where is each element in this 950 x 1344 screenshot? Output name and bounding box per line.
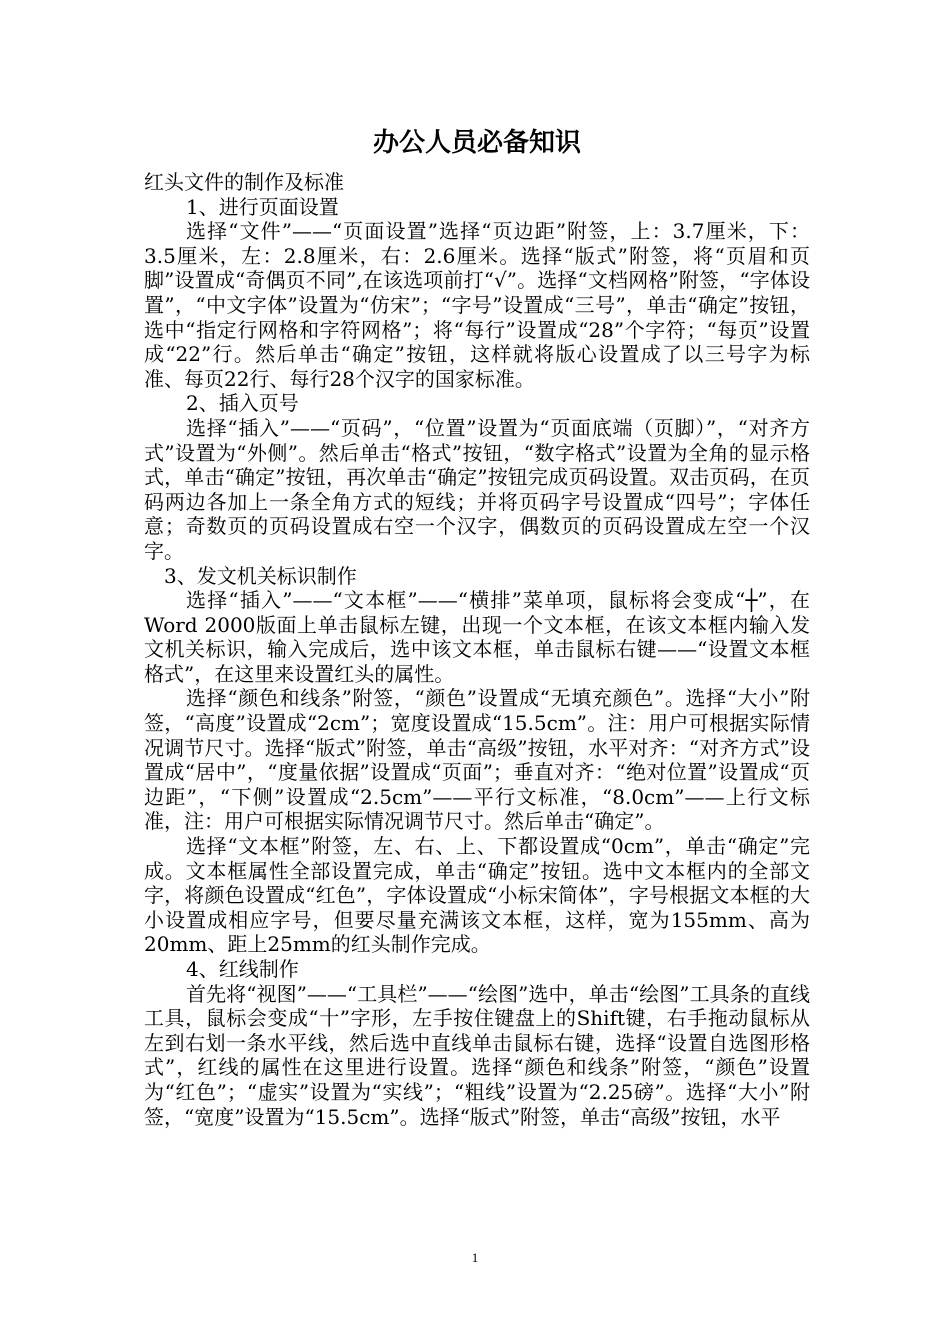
paragraph: 选择“文本框”附签，左、右、上、下都设置成“0cm”，单击“确定”完成。文本框属性全部设置完成，单击“确定”按钮。选中文本框内的全部文字，将颜色设置成“红色”，字体设置成“小标宋简体”，字号根据文本框的大小设置成相应字号，但要尽量充满该文本框，这样，宽为155mm、高为20mm、距上25mm的红头制作完成。 (144, 834, 810, 957)
section-heading-2: 2、插入页号 (186, 391, 299, 416)
page-number: 1 (471, 1250, 479, 1265)
document-title: 办公人员必备知识 (372, 128, 581, 158)
paragraph-heading: 红头文件的制作及标准 (144, 170, 344, 194)
section-heading-1: 1、进行页面设置 (186, 194, 339, 219)
section-heading-3: 3、发文机关标识制作 (164, 563, 357, 588)
document-body (144, 126, 810, 1129)
paragraph: 选择“颜色和线条”附签，“颜色”设置成“无填充颜色”。选择“大小”附签，“高度”设置成“2cm”；宽度设置成“15.5cm”。注：用户可根据实际情况调节尺寸。选择“版式”附签，单击“高级”按钮，水平对齐：“对齐方式”设置成“居中”，“度量依据”设置成“页面”；垂直对齐：“绝对位置”设置成“页边距”，“下侧”设置成“2.5cm”——平行文标准，“8.0cm”——上行文标准，注：用户可根据实际情况调节尺寸。然后单击“确定”。 (144, 686, 810, 834)
section-heading-4: 4、红线制作 (186, 957, 299, 981)
paragraph: 选择“文件”——“页面设置”选择“页边距”附签，上：3.7厘米，下：3.5厘米，左：2.8厘米，右：2.6厘米。选择“版式”附签，将“页眉和页脚”设置成“奇偶页不同”,在该选项前打“√”。选择“文档网格”附签，“字体设置”，“中文字体”设置为“仿宋”；“字号”设置成“三号”，单击“确定”按钮，选中“指定行网格和字符网格”；将“每行”设置成“28”个字符；“每页”设置成“22”行。然后单击“确定”按钮，这样就将版心设置成了以三号字为标准、每页22行、每行28个汉字的国家标准。 (144, 219, 810, 391)
paragraph: 选择“插入”——“页码”，“位置”设置为“页面底端（页脚）”，“对齐方式”设置为“外侧”。然后单击“格式”按钮，“数字格式”设置为全角的显示格式，单击“确定”按钮，再次单击“确定”按钮完成页码设置。双击页码，在页码两边各加上一条全角方式的短线；并将页码字号设置成“四号”；字体任意；奇数页的页码设置成右空一个汉字，偶数页的页码设置成左空一个汉字。 (144, 415, 810, 563)
paragraph: 选择“插入”——“文本框”——“横排”菜单项，鼠标将会变成“┼”，在Word 2000版面上单击鼠标左键，出现一个文本框，在该文本框内输入发文机关标识，输入完成后，选中该文本框，单击鼠标右键——“设置文本框格式”，在这里来设置红头的属性。 (144, 588, 810, 686)
paragraph: 首先将“视图”——“工具栏”——“绘图”选中，单击“绘图”工具条的直线工具，鼠标会变成“十”字形，左手按住键盘上的Shift键，右手拖动鼠标从左到右划一条水平线，然后选中直线单击鼠标右键，选择“设置自选图形格式”，红线的属性在这里进行设置。选择“颜色和线条”附签，“颜色”设置为“红色”；“虚实”设置为“实线”；“粗线”设置为“2.25磅”。选择“大小”附签，“宽度”设置为“15.5cm”。选择“版式”附签，单击“高级”按钮，水平 (144, 981, 810, 1129)
